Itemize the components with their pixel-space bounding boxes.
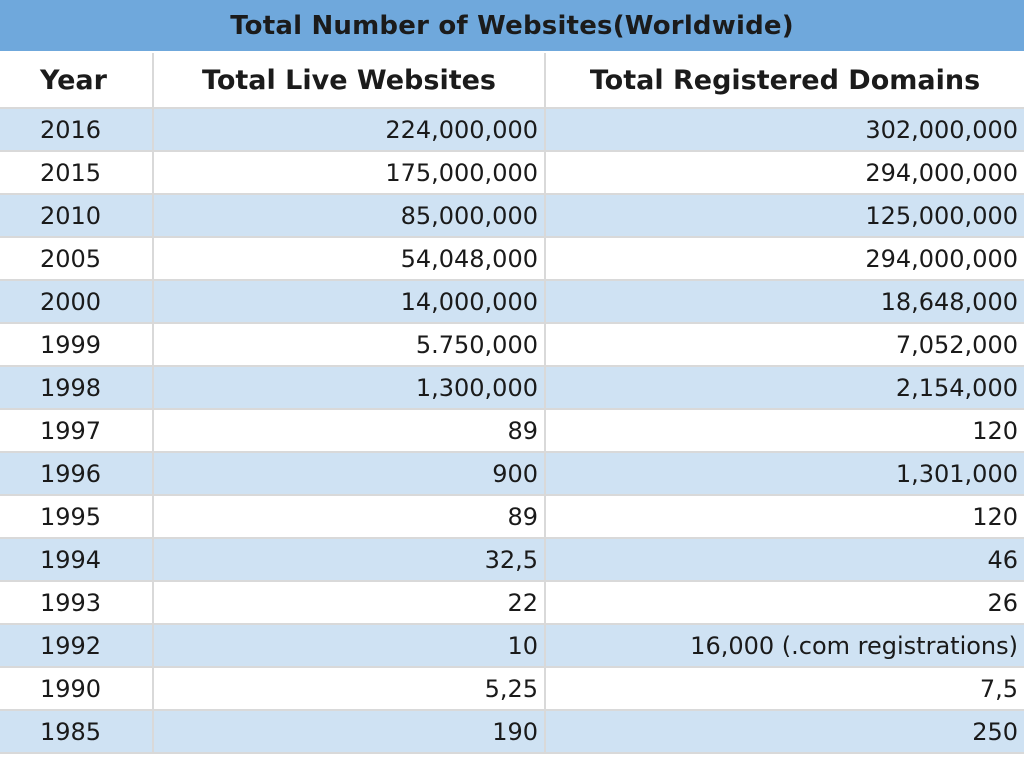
column-header-registered-domains: Total Registered Domains xyxy=(545,53,1024,108)
cell-registered-domains: 1,301,000 xyxy=(545,452,1024,495)
table-row xyxy=(0,323,1024,366)
cell-year: 1998 xyxy=(0,366,153,409)
cell-registered-domains: 120 xyxy=(545,409,1024,452)
cell-registered-domains: 302,000,000 xyxy=(545,108,1024,151)
table-row xyxy=(0,366,1024,409)
cell-year: 1992 xyxy=(0,624,153,667)
cell-live-websites: 54,048,000 xyxy=(153,237,545,280)
cell-registered-domains: 46 xyxy=(545,538,1024,581)
cell-year: 2010 xyxy=(0,194,153,237)
cell-live-websites: 1,300,000 xyxy=(153,366,545,409)
cell-year: 1999 xyxy=(0,323,153,366)
cell-live-websites: 89 xyxy=(153,495,545,538)
table-row xyxy=(0,581,1024,624)
table-row xyxy=(0,108,1024,151)
column-header-year: Year xyxy=(0,53,153,108)
cell-year: 2000 xyxy=(0,280,153,323)
cell-registered-domains: 18,648,000 xyxy=(545,280,1024,323)
cell-live-websites: 10 xyxy=(153,624,545,667)
cell-live-websites: 89 xyxy=(153,409,545,452)
cell-registered-domains: 7,052,000 xyxy=(545,323,1024,366)
table-row xyxy=(0,452,1024,495)
cell-year: 1993 xyxy=(0,581,153,624)
cell-year: 2015 xyxy=(0,151,153,194)
table-body xyxy=(0,108,1024,753)
header-row xyxy=(0,53,1024,108)
cell-live-websites: 900 xyxy=(153,452,545,495)
cell-registered-domains: 294,000,000 xyxy=(545,151,1024,194)
table-row xyxy=(0,667,1024,710)
cell-live-websites: 190 xyxy=(153,710,545,753)
table-row xyxy=(0,495,1024,538)
cell-registered-domains: 26 xyxy=(545,581,1024,624)
cell-year: 1990 xyxy=(0,667,153,710)
table-row xyxy=(0,409,1024,452)
cell-year: 1996 xyxy=(0,452,153,495)
websites-table xyxy=(0,53,1024,754)
table-row xyxy=(0,710,1024,753)
table-row xyxy=(0,624,1024,667)
table-row xyxy=(0,151,1024,194)
cell-year: 2005 xyxy=(0,237,153,280)
table-row xyxy=(0,237,1024,280)
cell-registered-domains: 120 xyxy=(545,495,1024,538)
table-row xyxy=(0,538,1024,581)
table-row xyxy=(0,280,1024,323)
cell-live-websites: 85,000,000 xyxy=(153,194,545,237)
cell-live-websites: 22 xyxy=(153,581,545,624)
column-header-live-websites: Total Live Websites xyxy=(153,53,545,108)
cell-live-websites: 224,000,000 xyxy=(153,108,545,151)
cell-live-websites: 14,000,000 xyxy=(153,280,545,323)
cell-live-websites: 5.750,000 xyxy=(153,323,545,366)
cell-year: 2016 xyxy=(0,108,153,151)
cell-year: 1997 xyxy=(0,409,153,452)
cell-registered-domains: 16,000 (.com registrations) xyxy=(545,624,1024,667)
cell-year: 1994 xyxy=(0,538,153,581)
cell-live-websites: 5,25 xyxy=(153,667,545,710)
table-row xyxy=(0,194,1024,237)
cell-registered-domains: 125,000,000 xyxy=(545,194,1024,237)
cell-year: 1985 xyxy=(0,710,153,753)
cell-live-websites: 175,000,000 xyxy=(153,151,545,194)
cell-live-websites: 32,5 xyxy=(153,538,545,581)
table-title: Total Number of Websites(Worldwide) xyxy=(0,0,1024,53)
cell-registered-domains: 7,5 xyxy=(545,667,1024,710)
cell-registered-domains: 250 xyxy=(545,710,1024,753)
cell-year: 1995 xyxy=(0,495,153,538)
cell-registered-domains: 294,000,000 xyxy=(545,237,1024,280)
cell-registered-domains: 2,154,000 xyxy=(545,366,1024,409)
